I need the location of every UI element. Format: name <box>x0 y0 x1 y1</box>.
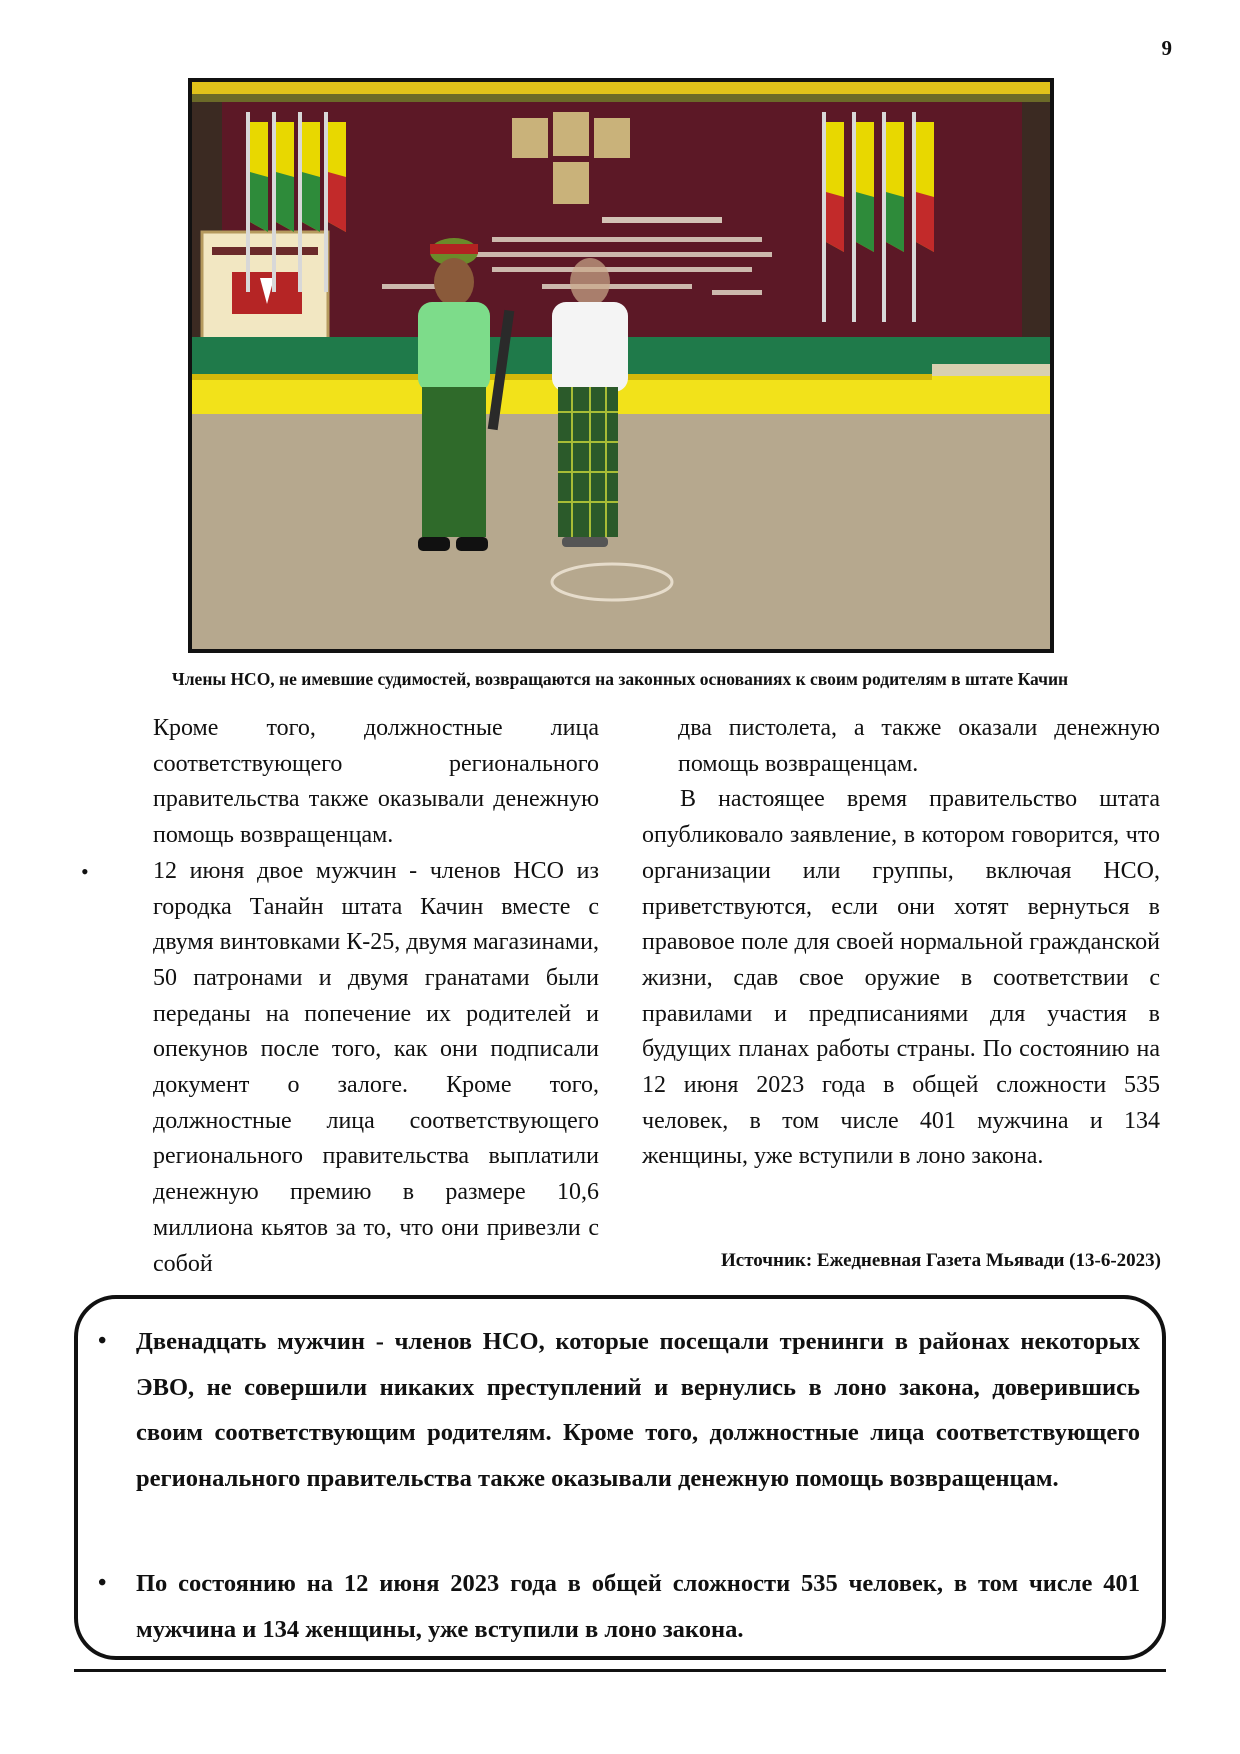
summary-item-2 <box>98 1561 1140 1652</box>
left-paragraph-bullet: 12 июня двое мужчин - членов НСО из городка Танайн штата Качин вместе с двумя винтовками К-25, двумя магазинами, 50 патронами и двумя гранатами были переданы на попечение их родителей и опекунов после того, как они подписали документ о залоге. Кроме того, должностные лица соответствующего регионального правительства выплатили денежную премию в размере 10,6 миллиона кьятов за то, что они привезли с собой <box>153 857 599 1277</box>
page-number: 9 <box>1161 36 1172 60</box>
bullet-marker: • <box>98 1328 107 1354</box>
news-photo <box>188 78 1054 653</box>
bullet-marker: • <box>98 1570 107 1596</box>
summary-item-2-text: По состоянию на 12 июня 2023 года в общей сложности 535 человек, в том числе 401 мужчина и 134 женщины, уже вступили в лоно закона. <box>136 1570 1140 1643</box>
bullet-marker: • <box>81 858 89 884</box>
summary-item-1 <box>98 1319 1140 1501</box>
summary-item-1-text: Двенадцать мужчин - членов НСО, которые посещали тренинги в районах некоторых ЭВО, не совершили никаких преступлений и вернулись в лоно закона, доверившись своим соответствующим родителям. Кроме того, должностные лица соответствующего регионального правительства также оказывали денежную помощь возвращенцам. <box>136 1328 1140 1492</box>
left-column <box>81 711 599 1282</box>
ceremony-photo-illustration <box>192 82 1050 649</box>
bottom-rule <box>74 1669 1166 1672</box>
left-paragraph-continued: Кроме того, должностные лица соответствующего регионального правительства также оказывали денежную помощь возвращенцам. <box>153 715 599 849</box>
right-paragraph-continued: два пистолета, а также оказали денежную помощь возвращенцам. <box>678 715 1160 777</box>
source-citation: Источник: Ежедневная Газета Мьявади (13-6-2023) <box>721 1250 1161 1271</box>
left-bullet-paragraph <box>81 854 599 1282</box>
right-paragraph-statement: В настоящее время правительство штата опубликовало заявление, в котором говорится, что организации или группы, включая НСО, приветствуются, если они хотят вернуться в правовое поле для своей нормальной гражданской жизни, сдав свое оружие в соответствии с правилами и предписаниями для участия в будущих планах работы страны. По состоянию на 12 июня 2023 года в общей сложности 535 человек, в том числе 401 мужчина и 134 женщины, уже вступили в лоно закона. <box>642 786 1160 1170</box>
summary-box <box>74 1295 1166 1660</box>
photo-caption: Члены НСО, не имевшие судимостей, возвращаются на законных основаниях к своим родителям в штате Качин <box>171 669 1069 689</box>
right-column <box>642 711 1160 1175</box>
